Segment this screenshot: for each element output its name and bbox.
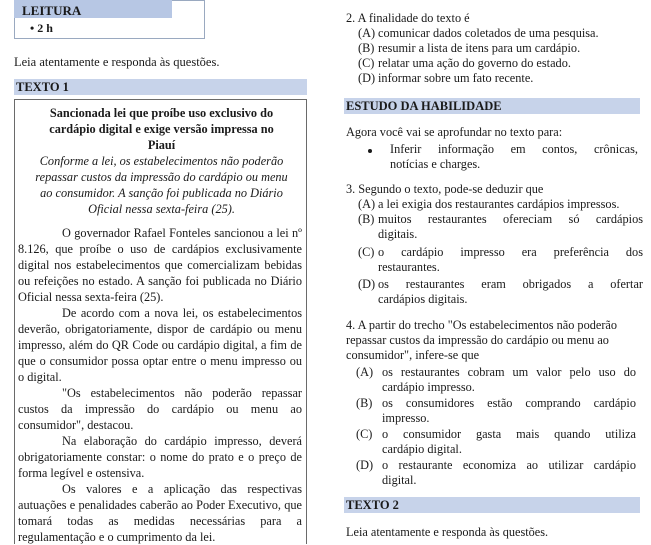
instruction-text: Leia atentamente e responda às questões. xyxy=(14,55,220,69)
option-text xyxy=(378,212,643,242)
option-label: (C) xyxy=(358,56,375,70)
option-text xyxy=(382,365,636,395)
option-label: (B) xyxy=(358,41,375,55)
texto1-heading: TEXTO 1 xyxy=(14,79,307,95)
q3-stem: 3. Segundo o texto, pode-se deduzir que xyxy=(346,182,544,196)
option-text-line: digitais. xyxy=(378,227,418,241)
option-label: (D) xyxy=(356,458,374,472)
option-label: (A) xyxy=(358,26,376,40)
option-text xyxy=(378,245,643,275)
texto2-instruction: Leia atentamente e responda às questões. xyxy=(346,525,549,539)
option-text: comunicar dados coletados de uma pesquisa. xyxy=(378,26,599,40)
article-subtitle-line: repassar custos da impressão do cardápio ou menu xyxy=(35,170,288,184)
article-title-line: cardápio digital e exige versão impressa no xyxy=(49,122,274,136)
option-label: (C) xyxy=(358,245,375,259)
option-text-line: o cardápio impresso era preferência dos xyxy=(378,245,643,259)
q4-stem-line: 4. A partir do trecho "Os estabelecimentos não poderão xyxy=(346,318,618,332)
estudo-intro: Agora você vai se aprofundar no texto para: xyxy=(346,125,563,139)
option-text xyxy=(382,427,636,457)
option-text-line: os restaurantes eram obrigados a ofertar xyxy=(378,277,643,291)
option-label: (B) xyxy=(358,212,375,226)
option-text: informar sobre um fato recente. xyxy=(378,71,534,85)
option-text-line: o consumidor gasta mais quando utiliza xyxy=(382,427,636,441)
option-label: (B) xyxy=(356,396,373,410)
option-text-line: muitos restaurantes ofereciam só cardápios xyxy=(378,212,643,226)
option-text-line: cardápios digitais. xyxy=(378,292,468,306)
option-text: resumir a lista de itens para um cardápio. xyxy=(378,41,581,55)
option-text-line: os consumidores estão comprando cardápio xyxy=(382,396,636,410)
option-label: (D) xyxy=(358,277,376,291)
q4-stem-line: repassar custos da impressão do cardápio ou menu ao xyxy=(346,333,609,347)
texto2-heading: TEXTO 2 xyxy=(344,497,640,513)
option-text-line: cardápio impresso. xyxy=(382,380,475,394)
option-text xyxy=(382,396,636,426)
article-paragraph: Os valores e a aplicação das respectivas autuações e penalidades caberão ao Poder Executivo, que tomará todas as medidas necessárias para a regulamentação e o cumprimento da lei. xyxy=(18,482,302,544)
option-text-line: cardápio digital. xyxy=(382,442,462,456)
leitura-title: LEITURA xyxy=(22,3,82,18)
option-text xyxy=(378,277,643,307)
option-text xyxy=(382,458,636,488)
option-label: (D) xyxy=(358,71,376,85)
article-subtitle-line: ao consumidor. A sanção foi publicada no Diário xyxy=(40,186,283,200)
q2-stem: 2. A finalidade do texto é xyxy=(346,11,470,25)
option-text: relatar uma ação do governo do estado. xyxy=(378,56,571,70)
article-title-line: Sancionada lei que proíbe uso exclusivo do xyxy=(49,106,274,120)
option-label: (C) xyxy=(356,427,373,441)
bullet-text xyxy=(390,142,638,172)
option-text-line: os restaurantes cobram um valor pelo uso do xyxy=(382,365,636,379)
option-label: (A) xyxy=(358,197,376,211)
article-paragraph: O governador Rafael Fonteles sancionou a lei nº 8.126, que proíbe o uso de cardápios exclusivamente digital nos estabelecimentos que comercializam bebidas ou refeições no estado. A sanção foi publicada no Diário Oficial nessa sexta-feira (25). xyxy=(18,226,302,304)
article-title-line: Piauí xyxy=(147,138,176,152)
bullet-text-line: Inferir informação em contos, crônicas, xyxy=(390,142,638,156)
article-subtitle-line: Oficial nessa sexta-feira (25). xyxy=(88,202,235,216)
article-paragraph: Na elaboração do cardápio impresso, deverá obrigatoriamente constar: o nome do prato e o preço de forma legível e ostensiva. xyxy=(18,434,302,480)
bullet-icon xyxy=(368,149,372,153)
option-text-line: impresso. xyxy=(382,411,430,425)
bullet-text-line: notícias e charges. xyxy=(390,157,481,171)
leitura-duration: • 2 h xyxy=(30,21,53,35)
article-box xyxy=(14,99,307,544)
option-text-line: restaurantes. xyxy=(378,260,440,274)
option-text-line: digital. xyxy=(382,473,417,487)
article-subtitle-line: Conforme a lei, os estabelecimentos não poderão xyxy=(39,154,284,168)
option-label: (A) xyxy=(356,365,374,379)
q4-stem-line: consumidor", infere-se que xyxy=(346,348,480,362)
article-paragraph: De acordo com a nova lei, os estabelecimentos deverão, obrigatoriamente, dispor de cardápio ou menu impresso, além do QR Code ou cardápio digital, a fim de que o consumidor possa optar entre o menu impresso ou o digital. xyxy=(18,306,302,384)
article-body xyxy=(18,225,302,545)
estudo-heading: ESTUDO DA HABILIDADE xyxy=(344,98,640,114)
option-text: a lei exigia dos restaurantes cardápios impressos. xyxy=(378,197,620,211)
article-paragraph: "Os estabelecimentos não poderão repassar custos da impressão do cardápio ou menu ao consumidor", destacou. xyxy=(18,386,302,432)
option-text-line: o restaurante economiza ao utilizar cardápio xyxy=(382,458,636,472)
